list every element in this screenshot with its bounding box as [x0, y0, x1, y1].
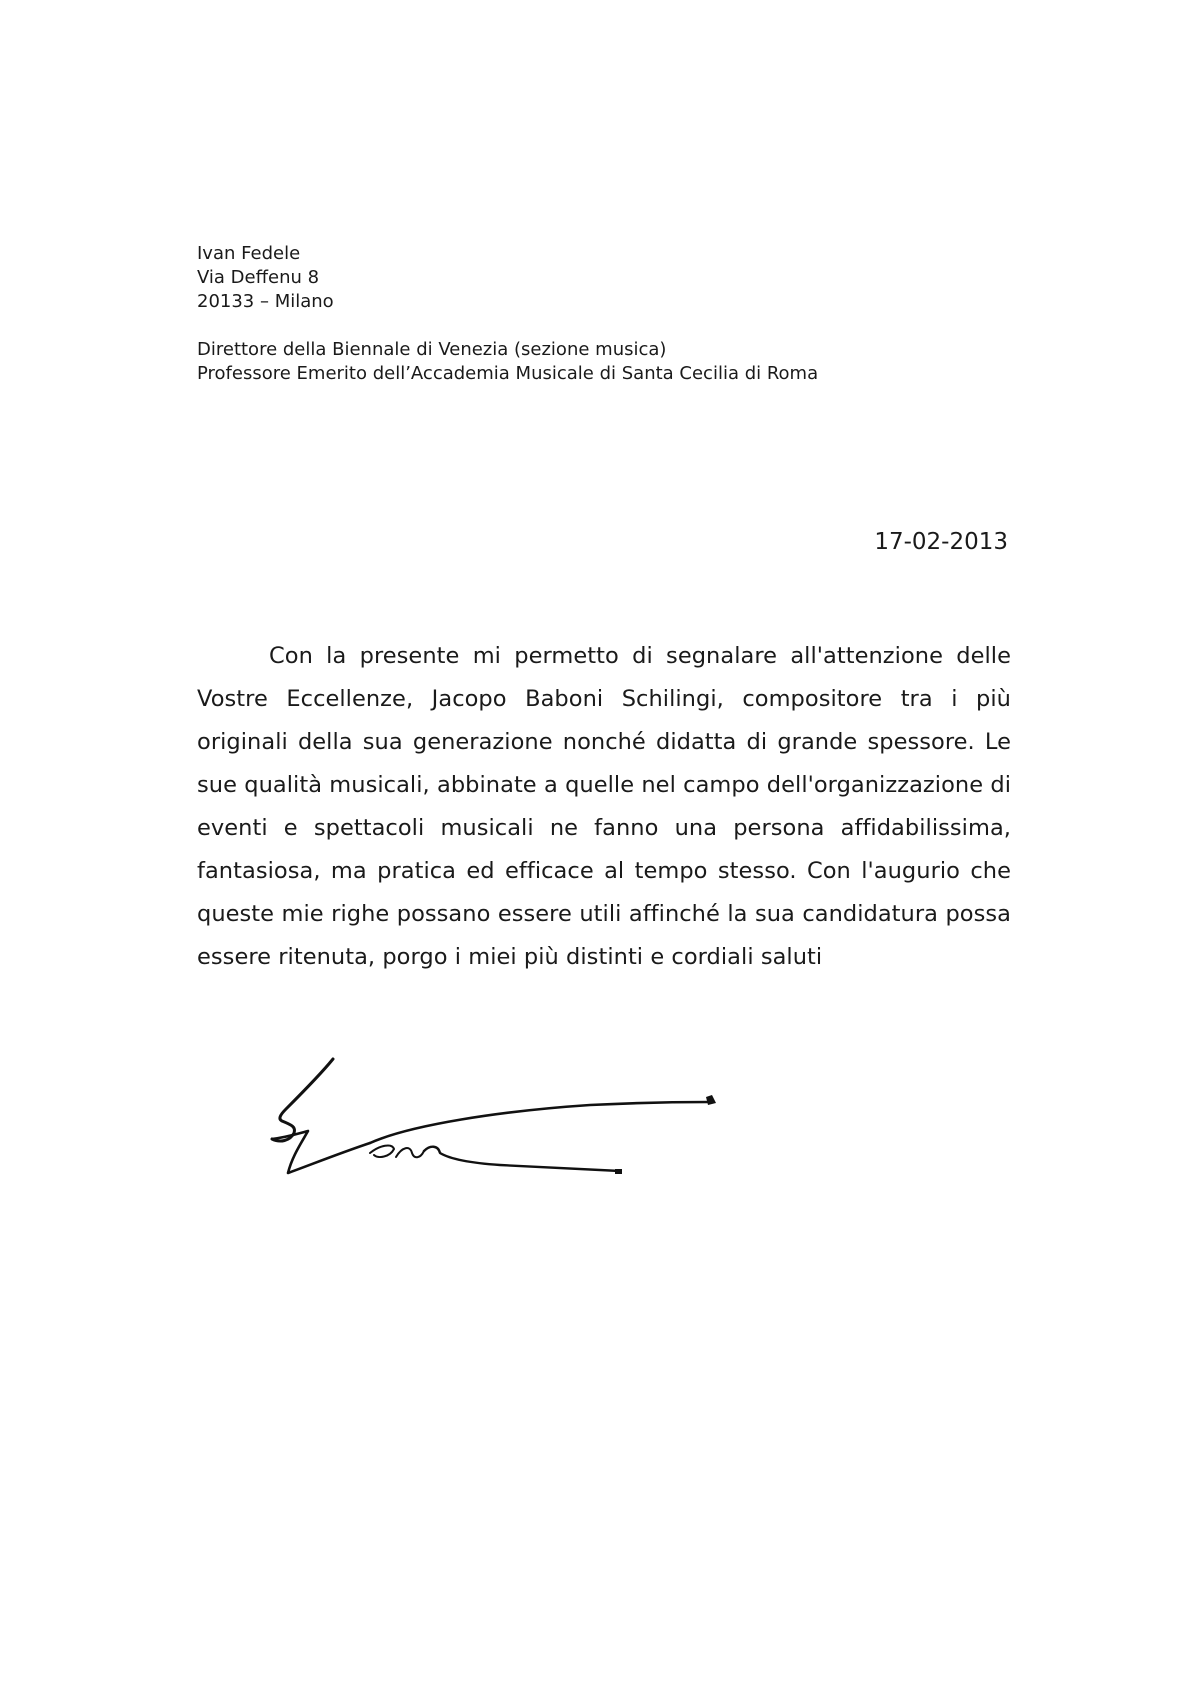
sender-title-1: Direttore della Biennale di Venezia (sezione musica)	[197, 339, 667, 360]
signature-icon	[270, 1045, 770, 1195]
sender-city: 20133 – Milano	[197, 291, 334, 312]
sender-titles	[197, 338, 818, 386]
sender-title-2: Professore Emerito dell’Accademia Musicale di Santa Cecilia di Roma	[197, 363, 819, 384]
sender-address	[197, 242, 334, 314]
sender-street: Via Deffenu 8	[197, 267, 320, 288]
letter-body: Con la presente mi permetto di segnalare all'attenzione delle Vostre Eccellenze, Jacopo Baboni Schilingi, compositore tra i più originali della sua generazione nonché didatta di grande spessore. Le sue qualità musicali, abbinate a quelle nel campo dell'organizzazione di eventi e spettacoli musicali ne fanno una persona affidabilissima, fantasiosa, ma pratica ed efficace al tempo stesso. Con l'augurio che queste mie righe possano essere utili affinché la sua candidatura possa essere ritenuta, porgo i miei più distinti e cordiali saluti	[197, 642, 1011, 970]
letter-date: 17-02-2013	[874, 529, 1008, 555]
sender-name: Ivan Fedele	[197, 243, 301, 264]
